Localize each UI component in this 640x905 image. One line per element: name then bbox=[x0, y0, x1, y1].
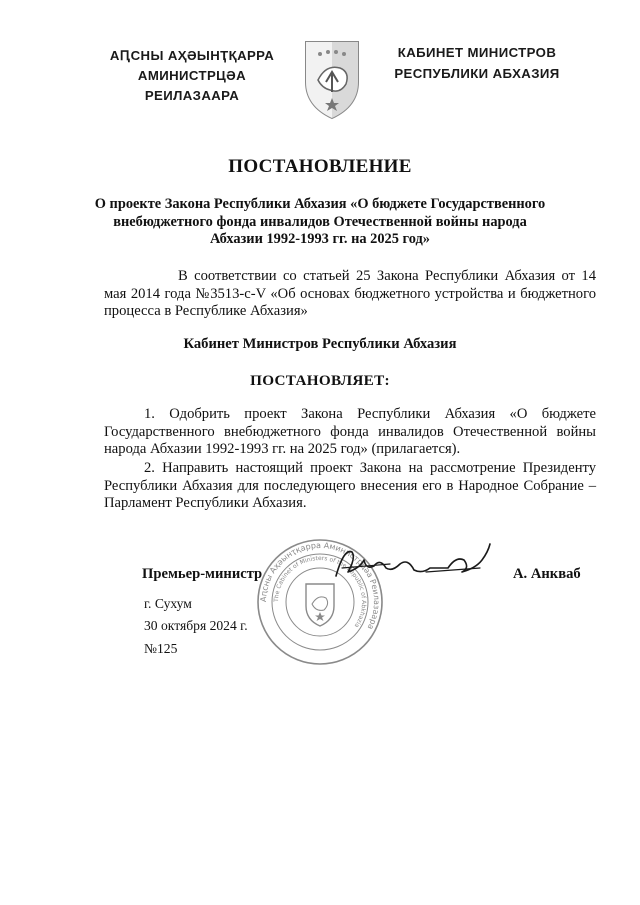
header-left bbox=[92, 46, 292, 106]
document-number: №125 bbox=[144, 641, 178, 656]
resolution-item-2: 2. Направить настоящий проект Закона на рассмотрение Президенту Республики Абхазия для последующего внесения его в Народное Собрание – Парламент Республики Абхазия. bbox=[104, 460, 596, 512]
document-subject: О проекте Закона Республики Абхазия «О бюджете Государственного внебюджетного фонда инвалидов Отечественной войны народа Абхазии 1992-1993 гг. на 2025 год» bbox=[94, 196, 546, 248]
resolution-item-1: 1. Одобрить проект Закона Республики Абхазия «О бюджете Государственного внебюджетного фонда инвалидов Отечественной войны народа Абхазии 1992-1993 гг. на 2025 год» (прилагается). bbox=[104, 406, 596, 458]
state-emblem-icon bbox=[300, 38, 364, 120]
resolves-heading: ПОСТАНОВЛЯЕТ: bbox=[250, 372, 390, 389]
header-right-line2: РЕСПУБЛИКИ АБХАЗИЯ bbox=[394, 66, 560, 81]
header-right-line1: КАБИНЕТ МИНИСТРОВ bbox=[397, 45, 557, 60]
signatory-name: А. Анкваб bbox=[513, 566, 581, 582]
document-title: ПОСТАНОВЛЕНИЕ bbox=[228, 156, 412, 177]
preamble-paragraph: В соответствии со статьей 25 Закона Республики Абхазия от 14 мая 2014 года №3513-с-V «Об основах бюджетного устройства и бюджетного процесса в Республике Абхазия» bbox=[104, 268, 596, 320]
stamp-inner-text: The Cabinet of Ministers of the Republic of Abkhazia bbox=[272, 554, 368, 629]
header-left-line1: АԤСНЫ АҲӘЫНҬҚАРРА bbox=[109, 48, 275, 63]
header-left-line2: АМИНИСТРЦӘА РЕИЛАЗААРА bbox=[137, 68, 247, 103]
header-right bbox=[372, 42, 582, 84]
stamp-outer-text: Аԥсны Аҳәынҭқарра Аминистрцәа Реилазаара bbox=[258, 540, 382, 632]
issue-date: 30 октября 2024 г. bbox=[144, 618, 248, 633]
signatory-position: Премьер-министр bbox=[142, 566, 263, 582]
handwritten-signature bbox=[330, 538, 500, 588]
issue-city: г. Сухум bbox=[144, 596, 192, 611]
issuer-heading: Кабинет Министров Республики Абхазия bbox=[183, 336, 457, 352]
